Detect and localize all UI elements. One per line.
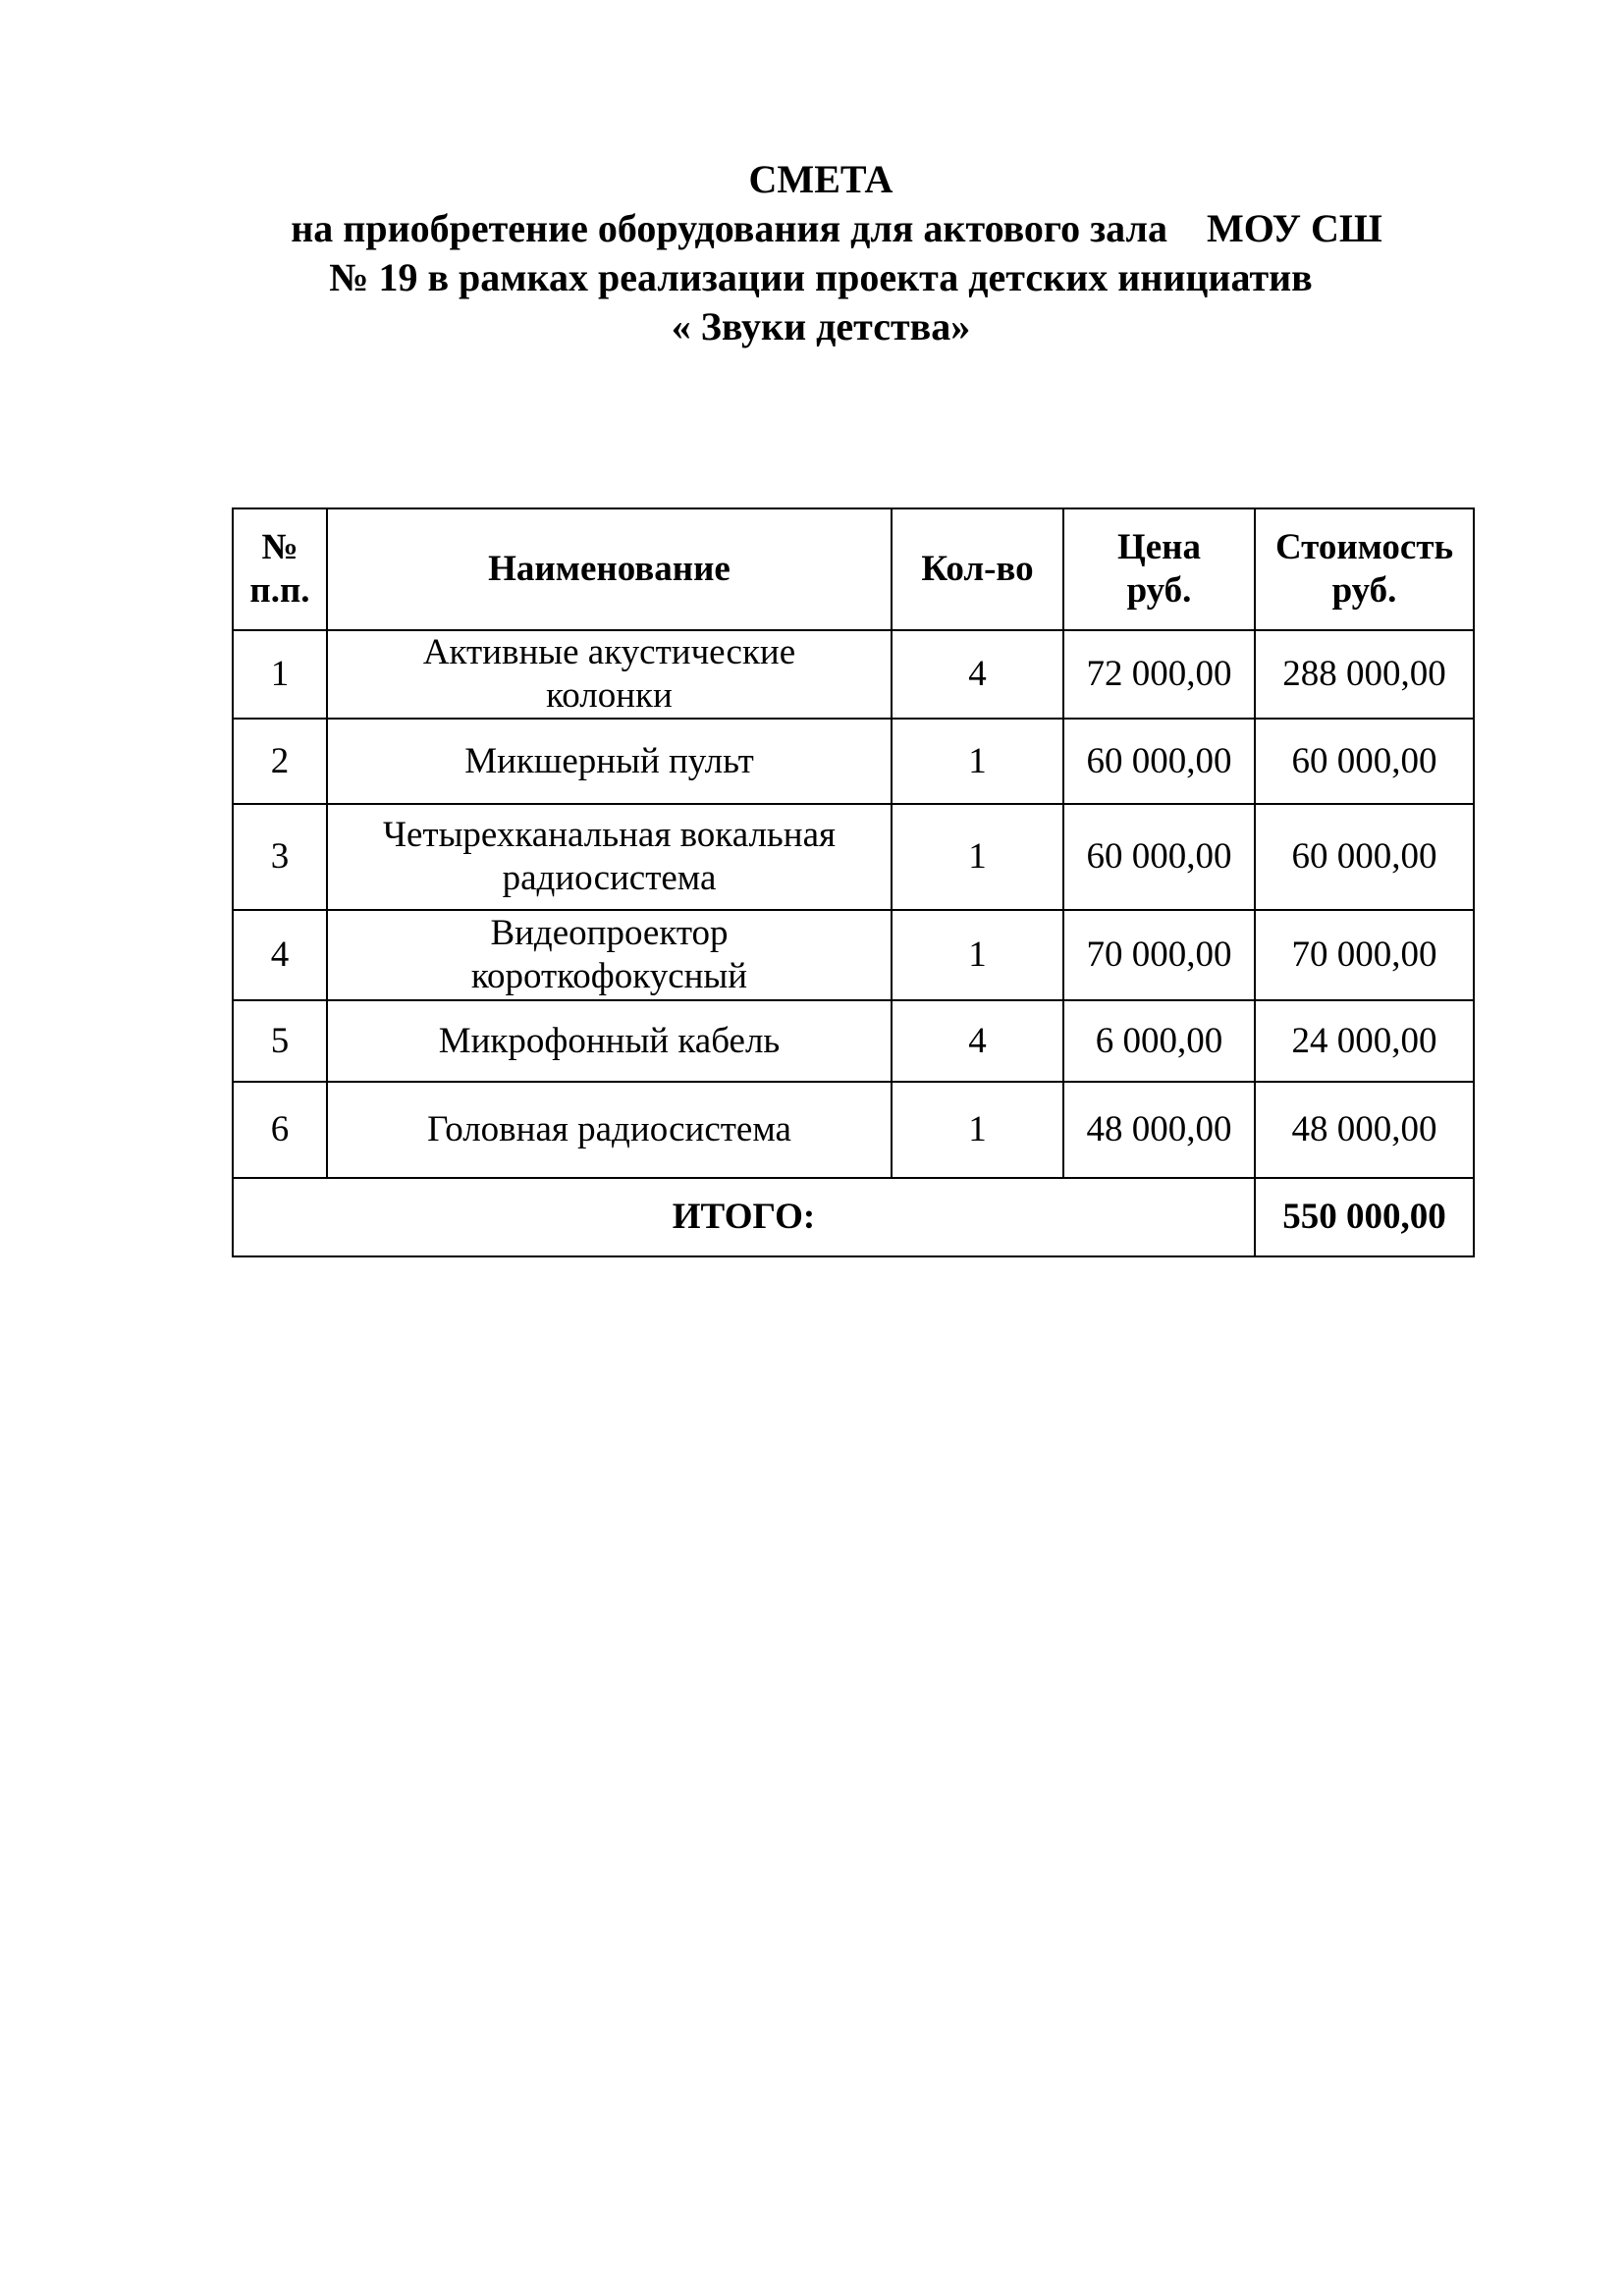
cell-cost: 24 000,00 bbox=[1255, 1000, 1474, 1082]
header-num-line1: № bbox=[261, 527, 298, 567]
cell-num: 1 bbox=[233, 630, 327, 719]
title-subtitle-line-3: « Звуки детства» bbox=[671, 304, 971, 348]
cell-num: 2 bbox=[233, 719, 327, 804]
header-price-line2: руб. bbox=[1126, 570, 1192, 611]
cell-name-line1: Видеопроектор bbox=[490, 913, 729, 953]
table-header-row bbox=[233, 508, 1474, 630]
header-cost bbox=[1255, 508, 1474, 630]
title-heading: СМЕТА bbox=[748, 157, 893, 201]
table-row bbox=[233, 1082, 1474, 1178]
cell-qty: 1 bbox=[892, 1082, 1063, 1178]
table-row bbox=[233, 1000, 1474, 1082]
cell-num: 6 bbox=[233, 1082, 327, 1178]
cell-price: 60 000,00 bbox=[1063, 719, 1255, 804]
total-label: ИТОГО: bbox=[233, 1178, 1255, 1256]
cell-qty: 1 bbox=[892, 719, 1063, 804]
cell-price: 60 000,00 bbox=[1063, 804, 1255, 910]
table-row bbox=[233, 804, 1474, 910]
cell-cost: 60 000,00 bbox=[1255, 719, 1474, 804]
cell-cost: 288 000,00 bbox=[1255, 630, 1474, 719]
table-row bbox=[233, 630, 1474, 719]
cell-name bbox=[327, 910, 892, 1000]
cell-name bbox=[327, 804, 892, 910]
cell-cost: 48 000,00 bbox=[1255, 1082, 1474, 1178]
cell-name-line1: Активные акустические bbox=[422, 632, 796, 672]
estimate-table bbox=[232, 507, 1475, 1257]
cell-name-line2: короткофокусный bbox=[470, 956, 748, 996]
header-qty: Кол-во bbox=[892, 508, 1063, 630]
cell-name-line2: радиосистема bbox=[502, 858, 717, 898]
cell-qty: 1 bbox=[892, 804, 1063, 910]
cell-num: 4 bbox=[233, 910, 327, 1000]
table-row bbox=[233, 719, 1474, 804]
cell-price: 72 000,00 bbox=[1063, 630, 1255, 719]
cell-name-line1: Четырехканальная вокальная bbox=[382, 815, 837, 855]
cell-qty: 4 bbox=[892, 630, 1063, 719]
cell-name: Микрофонный кабель bbox=[327, 1000, 892, 1082]
header-cost-line1: Стоимость bbox=[1274, 527, 1454, 567]
title-subtitle-line-2: № 19 в рамках реализации проекта детских инициатив bbox=[329, 255, 1313, 299]
table-total-row bbox=[233, 1178, 1474, 1256]
table-row bbox=[233, 910, 1474, 1000]
cell-name bbox=[327, 630, 892, 719]
cell-qty: 1 bbox=[892, 910, 1063, 1000]
cell-num: 3 bbox=[233, 804, 327, 910]
cell-name: Микшерный пульт bbox=[327, 719, 892, 804]
cell-price: 6 000,00 bbox=[1063, 1000, 1255, 1082]
cell-cost: 60 000,00 bbox=[1255, 804, 1474, 910]
total-value: 550 000,00 bbox=[1255, 1178, 1474, 1256]
cell-name-line2: колонки bbox=[546, 675, 673, 716]
document-title bbox=[0, 155, 1624, 351]
header-name: Наименование bbox=[327, 508, 892, 630]
header-price bbox=[1063, 508, 1255, 630]
header-num-line2: п.п. bbox=[249, 570, 310, 611]
cell-qty: 4 bbox=[892, 1000, 1063, 1082]
cell-cost: 70 000,00 bbox=[1255, 910, 1474, 1000]
header-cost-line2: руб. bbox=[1331, 570, 1397, 611]
header-price-line1: Цена bbox=[1116, 527, 1202, 567]
cell-price: 70 000,00 bbox=[1063, 910, 1255, 1000]
title-subtitle-line-1: на приобретение оборудования для актового зала МОУ СШ bbox=[291, 206, 1382, 250]
cell-price: 48 000,00 bbox=[1063, 1082, 1255, 1178]
cell-num: 5 bbox=[233, 1000, 327, 1082]
cell-name: Головная радиосистема bbox=[327, 1082, 892, 1178]
header-num bbox=[233, 508, 327, 630]
